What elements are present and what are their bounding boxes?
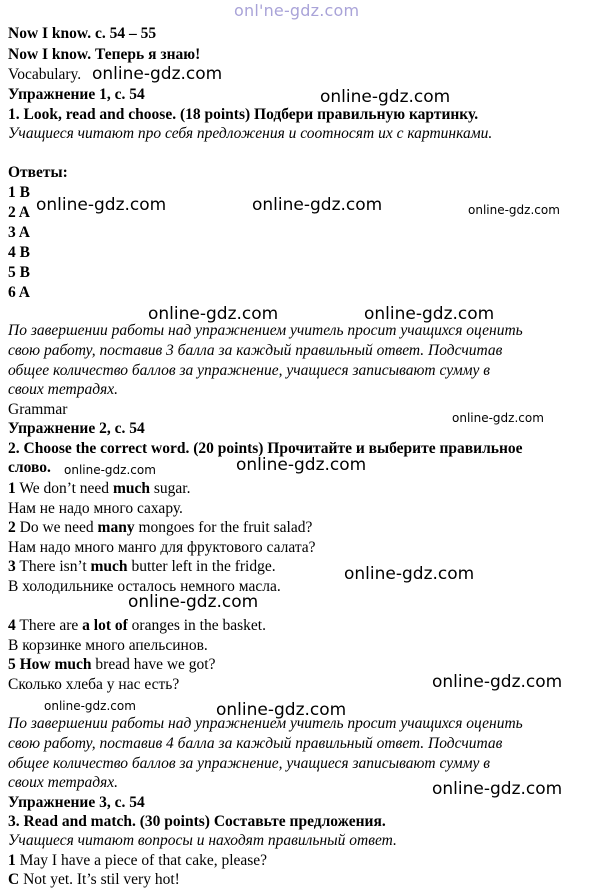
site-watermark: online-gdz.com: [252, 195, 383, 215]
exercise-2-closing-line: По завершении работы над упражнением учитель просит учащихся оценить: [8, 715, 523, 732]
exercise-2-item: 1 We don’t need much sugar.: [8, 480, 191, 497]
site-watermark: online-gdz.com: [468, 203, 560, 217]
exercise-1-note: Учащиеся читают про себя предложения и соотносят их с картинками.: [8, 125, 493, 142]
exercise-1-heading: Упражнение 1, с. 54: [8, 86, 145, 103]
site-watermark: online-gdz.com: [64, 463, 156, 477]
site-watermark: online-gdz.com: [320, 87, 451, 107]
exercise-2-closing-line: общее количество баллов за упражнение, учащиеся записывают сумму в: [8, 755, 491, 772]
section-vocabulary: Vocabulary.: [8, 66, 82, 83]
exercise-2-item: 3 There isn’t much butter left in the fridge.: [8, 558, 276, 575]
exercise-1-closing-line: свою работу, поставив 3 балла за каждый правильный ответ. Подсчитав: [8, 342, 503, 359]
site-watermark: online-gdz.com: [236, 455, 367, 475]
site-watermark: online-gdz.com: [92, 64, 223, 84]
site-watermark: online-gdz.com: [128, 592, 259, 612]
answer-item: 6 A: [8, 284, 30, 301]
section-grammar: Grammar: [8, 401, 68, 418]
site-watermark: online-gdz.com: [36, 195, 167, 215]
exercise-1-closing-line: По завершении работы над упражнением учитель просит учащихся оценить: [8, 322, 523, 339]
exercise-2-task: 2. Choose the correct word. (20 points) Прочитайте и выберите правильное: [8, 440, 523, 457]
site-watermark: online-gdz.com: [432, 779, 563, 799]
exercise-2-translation: Нам надо много манго для фруктового салата?: [8, 539, 316, 556]
exercise-2-item: 5 How much bread have we got?: [8, 656, 216, 673]
site-watermark: online-gdz.com: [344, 564, 475, 584]
answer-item: 5 B: [8, 264, 30, 281]
exercise-3-note: Учащиеся читают вопросы и находят правильный ответ.: [8, 832, 397, 849]
site-watermark: online-gdz.com: [364, 304, 495, 324]
exercise-2-task-cont: слово.: [8, 459, 51, 476]
answers-label: Ответы:: [8, 164, 68, 181]
exercise-2-closing-line: свою работу, поставив 4 балла за каждый правильный ответ. Подсчитав: [8, 735, 503, 752]
page-subtitle: Now I know. Теперь я знаю!: [8, 46, 201, 63]
exercise-1-closing-line: общее количество баллов за упражнение, учащиеся записывают сумму в: [8, 362, 491, 379]
exercise-2-translation: Нам не надо много сахару.: [8, 500, 183, 517]
page-title: Now I know. с. 54 – 55: [8, 25, 157, 42]
exercise-3-item: C Not yet. It’s stil very hot!: [8, 871, 180, 888]
exercise-2-item: 2 Do we need many mongoes for the fruit salad?: [8, 519, 313, 536]
exercise-3-heading: Упражнение 3, с. 54: [8, 794, 145, 811]
exercise-3-task: 3. Read and match. (30 points) Составьте предложения.: [8, 813, 386, 830]
exercise-3-item: 1 May I have a piece of that cake, please?: [8, 852, 268, 869]
answer-item: 3 A: [8, 224, 30, 241]
answer-item: 1 B: [8, 184, 30, 201]
site-watermark: online-gdz.com: [452, 411, 544, 425]
site-watermark: online-gdz.com: [44, 699, 136, 713]
exercise-2-closing-line: своих тетрадях.: [8, 774, 119, 791]
site-watermark: online-gdz.com: [148, 304, 279, 324]
exercise-2-translation: В корзинке много апельсинов.: [8, 637, 208, 654]
exercise-1-closing-line: своих тетрадях.: [8, 381, 119, 398]
exercise-2-heading: Упражнение 2, с. 54: [8, 420, 145, 437]
exercise-2-translation: Сколько хлеба у нас есть?: [8, 676, 180, 693]
exercise-2-translation: В холодильнике осталось немного масла.: [8, 578, 281, 595]
answer-item: 2 A: [8, 204, 30, 221]
answer-item: 4 B: [8, 244, 30, 261]
exercise-1-task: 1. Look, read and choose. (18 points) Подбери правильную картинку.: [8, 106, 479, 123]
site-watermark-top: onl'ne-gdz.com: [234, 1, 360, 20]
site-watermark: online-gdz.com: [432, 672, 563, 692]
exercise-2-item: 4 There are a lot of oranges in the basket.: [8, 617, 266, 634]
site-watermark: online-gdz.com: [216, 700, 347, 720]
